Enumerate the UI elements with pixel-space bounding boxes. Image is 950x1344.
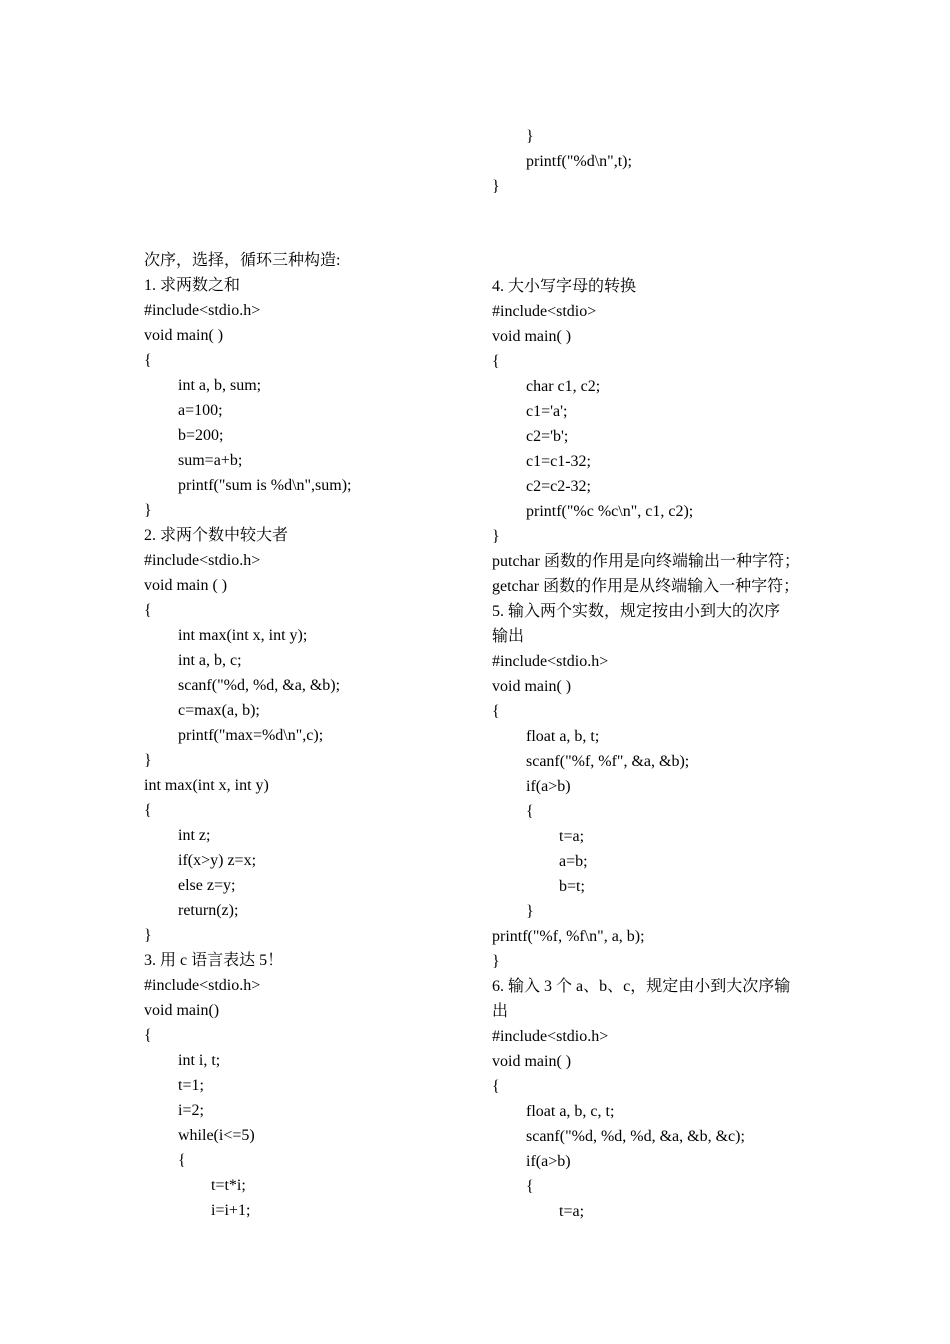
text-line: } (526, 128, 534, 145)
text-line: void main( ) (492, 1053, 572, 1070)
text-line: t=a; (559, 828, 585, 845)
text-line: c=max(a, b); (178, 702, 260, 719)
text-line: printf("%c %c\n", c1, c2); (526, 503, 694, 520)
text-line: } (144, 752, 152, 769)
text-line: scanf("%f, %f", &a, &b); (526, 753, 690, 770)
text-line: scanf("%d, %d, %d, &a, &b, &c); (526, 1128, 745, 1145)
text-line: 次序，选择，循环三种构造: (144, 252, 341, 269)
text-line: int a, b, c; (178, 652, 242, 669)
text-line: while(i<=5) (178, 1127, 255, 1144)
text-line: void main( ) (144, 327, 224, 344)
text-line: #include<stdio.h> (144, 302, 261, 319)
text-line: else z=y; (178, 877, 236, 894)
text-line: { (144, 602, 152, 619)
text-line: #include<stdio.h> (144, 977, 261, 994)
text-line: #include<stdio.h> (492, 1028, 609, 1045)
text-line: #include<stdio.h> (492, 653, 609, 670)
text-line: { (526, 803, 534, 820)
text-line: i=2; (178, 1102, 204, 1119)
text-line: c2='b'; (526, 428, 569, 445)
text-line: { (492, 703, 500, 720)
text-line: printf("sum is %d\n",sum); (178, 477, 352, 494)
text-line: t=a; (559, 1203, 585, 1220)
text-line: int a, b, sum; (178, 377, 262, 394)
text-line: c2=c2-32; (526, 478, 591, 495)
text-line: printf("max=%d\n",c); (178, 727, 324, 744)
text-line: if(a>b) (526, 1153, 571, 1170)
text-line: 6. 输入 3 个 a、b、c，规定由小到大次序输 (492, 978, 791, 995)
text-line: void main ( ) (144, 577, 228, 594)
text-line: { (526, 1178, 534, 1195)
right-text-column (492, 124, 810, 1224)
text-line: b=200; (178, 427, 224, 444)
text-line: { (492, 353, 500, 370)
text-line: int z; (178, 827, 211, 844)
text-line: c1=c1-32; (526, 453, 591, 470)
text-line: 1. 求两数之和 (144, 277, 241, 294)
text-line: } (492, 528, 500, 545)
continued-code-block (492, 124, 810, 199)
text-line: scanf("%d, %d, &a, &b); (178, 677, 341, 694)
text-line: { (178, 1152, 186, 1169)
text-line: printf("%d\n",t); (526, 153, 632, 170)
text-line: void main() (144, 1002, 220, 1019)
text-line: putchar 函数的作用是向终端输出一种字符； (492, 553, 800, 570)
text-line: getchar 函数的作用是从终端输入一种字符； (492, 578, 800, 595)
text-line: c1='a'; (526, 403, 568, 420)
text-line: 输出 (492, 628, 525, 645)
text-line: #include<stdio.h> (144, 552, 261, 569)
text-line: a=b; (559, 853, 588, 870)
text-line: } (144, 927, 152, 944)
text-line: if(a>b) (526, 778, 571, 795)
text-line: { (144, 1027, 152, 1044)
text-line: int max(int x, int y); (178, 627, 308, 644)
text-line: char c1, c2; (526, 378, 601, 395)
text-line: } (492, 178, 500, 195)
text-line: void main( ) (492, 328, 572, 345)
column-gap (492, 199, 810, 274)
text-line: { (144, 352, 152, 369)
text-line: 2. 求两个数中较大者 (144, 527, 289, 544)
text-line: void main( ) (492, 678, 572, 695)
text-line: } (526, 903, 534, 920)
text-line: } (144, 502, 152, 519)
text-line: return(z); (178, 902, 239, 919)
text-line: printf("%f, %f\n", a, b); (492, 928, 645, 945)
text-line: 4. 大小写字母的转换 (492, 278, 637, 295)
text-line: float a, b, t; (526, 728, 600, 745)
text-line: int i, t; (178, 1052, 221, 1069)
text-line: 3. 用 c 语言表达 5！ (144, 952, 284, 969)
text-line: a=100; (178, 402, 223, 419)
text-line: sum=a+b; (178, 452, 243, 469)
text-line: i=i+1; (211, 1202, 251, 1219)
text-line: 出 (492, 1003, 509, 1020)
text-line: { (492, 1078, 500, 1095)
text-line: if(x>y) z=x; (178, 852, 257, 869)
text-line: t=1; (178, 1077, 204, 1094)
left-text-column (144, 248, 474, 1223)
text-line: 5. 输入两个实数，规定按由小到大的次序 (492, 603, 781, 620)
text-line: int max(int x, int y) (144, 777, 269, 794)
text-line: { (144, 802, 152, 819)
text-line: float a, b, c, t; (526, 1103, 615, 1120)
text-line: b=t; (559, 878, 585, 895)
right-main-block (492, 274, 810, 1224)
text-line: #include<stdio> (492, 303, 597, 320)
text-line: t=t*i; (211, 1177, 246, 1194)
text-line: } (492, 953, 500, 970)
